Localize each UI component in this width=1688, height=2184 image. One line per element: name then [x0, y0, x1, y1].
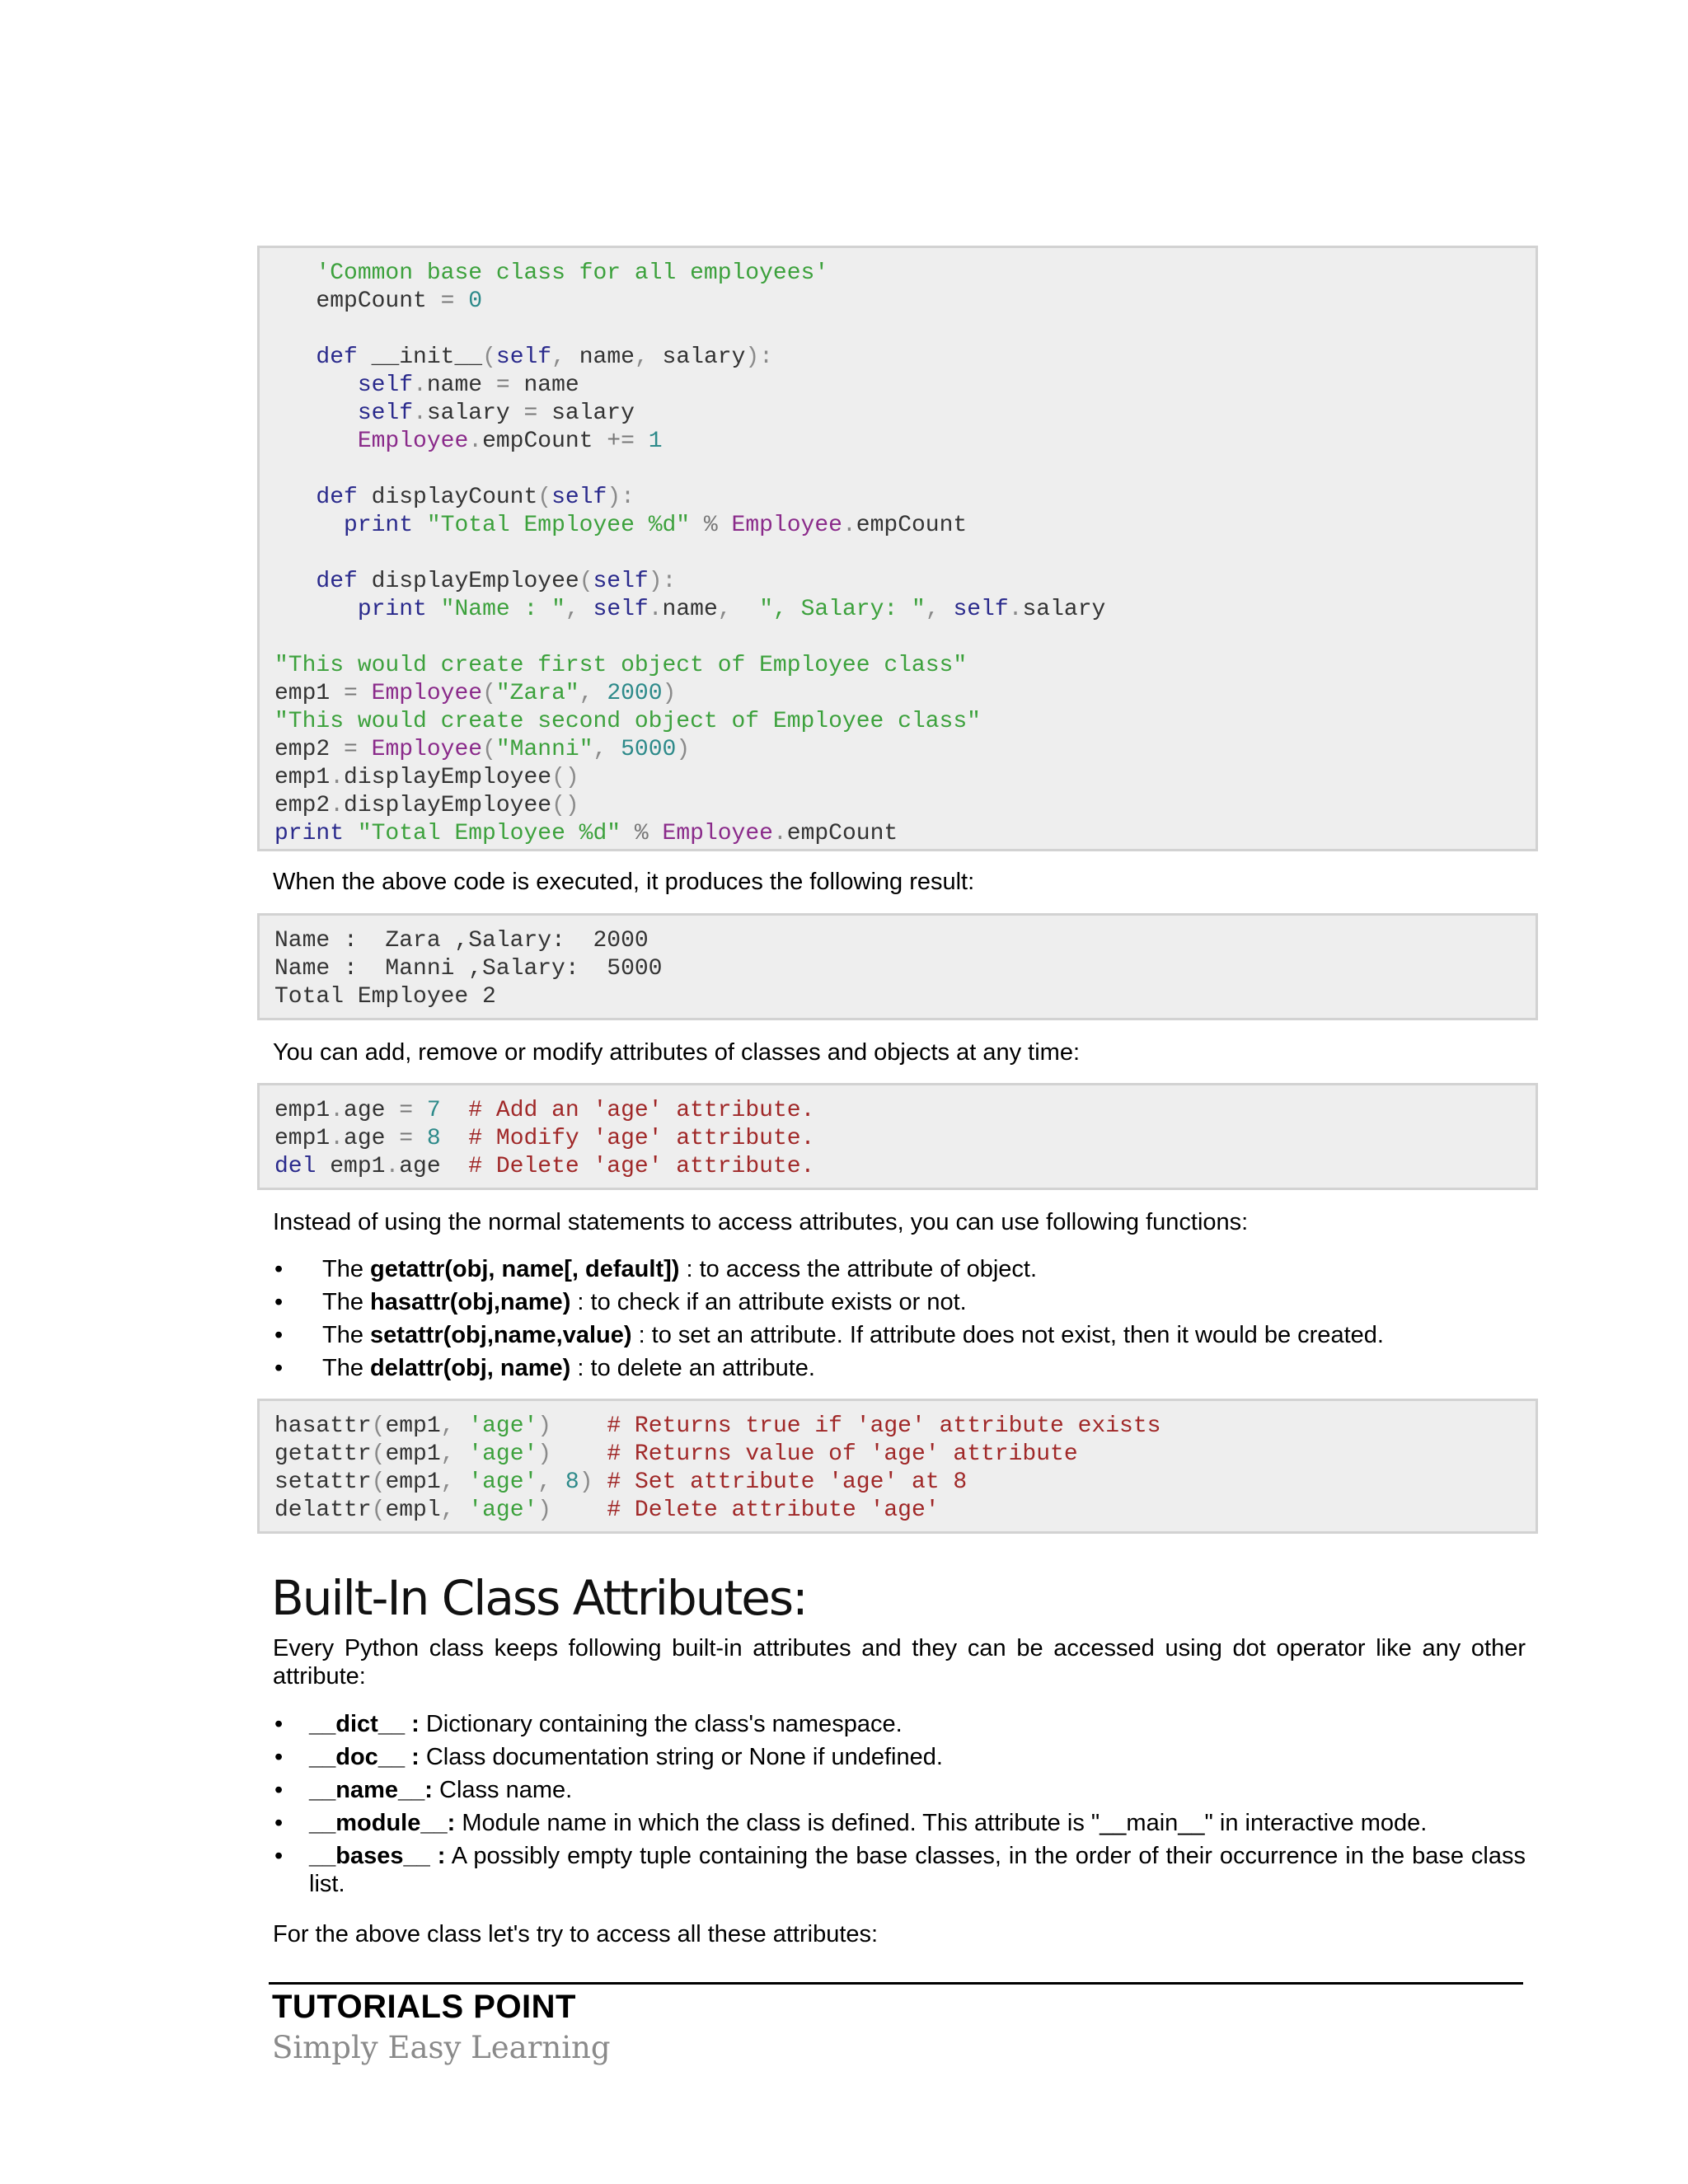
section-heading: Built-In Class Attributes: — [271, 1570, 807, 1626]
footer-rule — [269, 1982, 1523, 1985]
bullet-icon: • — [274, 1744, 284, 1770]
code-block-attr-functions — [257, 1399, 1538, 1534]
list-item-description: Class name. — [432, 1777, 573, 1803]
list-item-term: __bases__ : — [309, 1843, 446, 1869]
code-line: def __init__(self, name, salary): — [316, 344, 773, 370]
list-item — [273, 1321, 1526, 1349]
code-text — [274, 1097, 814, 1181]
code-line — [274, 456, 1105, 484]
list-item — [273, 1710, 1526, 1738]
code-line: setattr(emp1, 'age', 8) # Set attribute 'age' at 8 — [274, 1469, 968, 1495]
bullet-icon: • — [274, 1322, 284, 1348]
bullet-icon: • — [274, 1711, 284, 1737]
list-item — [273, 1354, 1526, 1382]
code-line: emp1.age = 8 # Modify 'age' attribute. — [274, 1126, 815, 1151]
list-item-description: : to access the attribute of object. — [679, 1256, 1038, 1282]
code-text — [274, 260, 1105, 848]
code-line: Name : Zara ,Salary: 2000 — [274, 928, 649, 954]
paragraph-result-intro: When the above code is executed, it produces the following result: — [273, 869, 975, 895]
code-line: emp2.displayEmployee() — [274, 793, 579, 818]
bullet-icon: • — [274, 1810, 284, 1836]
code-line: Total Employee 2 — [274, 984, 496, 1010]
code-line: Employee.empCount += 1 — [357, 429, 663, 454]
code-line: def displayEmployee(self): — [316, 569, 677, 594]
code-line: Name : Manni ,Salary: 5000 — [274, 956, 663, 982]
code-line: emp1.age = 7 # Add an 'age' attribute. — [274, 1098, 815, 1123]
code-line: delattr(empl, 'age') # Delete attribute 'age' — [274, 1497, 940, 1523]
footer-brand: TUTORIALS POINT — [272, 1989, 576, 2025]
bullet-icon: • — [274, 1843, 284, 1869]
list-item-term: __doc__ : — [309, 1744, 420, 1770]
list-item — [273, 1288, 1526, 1316]
code-line — [274, 316, 1105, 344]
code-line: emp2 = Employee("Manni", 5000) — [274, 737, 691, 762]
code-line: emp1.displayEmployee() — [274, 765, 579, 790]
list-item-prefix: The — [322, 1289, 371, 1315]
list-item-term: getattr(obj, name[, default]) — [370, 1256, 680, 1282]
list-item-term: setattr(obj,name,value) — [370, 1322, 632, 1348]
code-line: getattr(emp1, 'age') # Returns value of 'age' attribute — [274, 1441, 1078, 1467]
code-line: print "Total Employee %d" % Employee.empCount — [344, 513, 968, 538]
code-line: self.salary = salary — [357, 401, 635, 426]
list-item-term: hasattr(obj,name) — [370, 1289, 571, 1315]
code-line: empCount = 0 — [274, 288, 483, 314]
list-item-description: A possibly empty tuple containing the base classes, in the order of their occurrence in the base class list. — [309, 1843, 1526, 1897]
bullet-icon: • — [274, 1777, 284, 1803]
list-item-description: Dictionary containing the class's namespace. — [419, 1711, 903, 1737]
list-item-term: delattr(obj, name) — [370, 1355, 571, 1381]
code-line: 'Common base class for all employees' — [316, 260, 829, 286]
list-item-term: __dict__ : — [309, 1711, 420, 1737]
builtin-attributes-list — [273, 1710, 1526, 1903]
bullet-icon: • — [274, 1256, 284, 1282]
list-item — [273, 1743, 1526, 1771]
code-line — [274, 540, 1105, 568]
code-line: "This would create second object of Employee class" — [274, 709, 981, 734]
code-block-output — [257, 913, 1538, 1020]
bullet-icon: • — [274, 1289, 284, 1315]
bullet-icon: • — [274, 1355, 284, 1381]
code-line: def displayCount(self): — [316, 485, 635, 510]
code-line: print "Total Employee %d" % Employee.empCount — [274, 821, 898, 846]
paragraph-access-attributes: For the above class let's try to access all these attributes: — [273, 1921, 879, 1947]
list-item-description: : to check if an attribute exists or not. — [570, 1289, 967, 1315]
footer-tagline: Simply Easy Learning — [272, 2030, 611, 2065]
paragraph-builtin-intro: Every Python class keeps following built-in attributes and they can be accessed using dot operator like any other attribute: — [273, 1635, 1526, 1690]
list-item — [273, 1809, 1526, 1837]
list-item — [273, 1255, 1526, 1283]
code-line: "This would create first object of Employee class" — [274, 653, 968, 678]
code-text — [274, 1413, 1160, 1525]
code-line: hasattr(emp1, 'age') # Returns true if 'age' attribute exists — [274, 1413, 1161, 1439]
code-line: emp1 = Employee("Zara", 2000) — [274, 681, 677, 706]
code-line: self.name = name — [357, 373, 579, 398]
paragraph-modify-attributes: You can add, remove or modify attributes of classes and objects at any time: — [273, 1039, 1081, 1066]
list-item-description: Class documentation string or None if undefined. — [419, 1744, 943, 1770]
list-item-term: __name__: — [309, 1777, 433, 1803]
list-item-prefix: The — [322, 1322, 371, 1348]
code-block-employee-class — [257, 246, 1538, 851]
list-item-prefix: The — [322, 1355, 371, 1381]
paragraph-functions-intro: Instead of using the normal statements to access attributes, you can use following functions: — [273, 1209, 1249, 1235]
code-block-age-attribute — [257, 1083, 1538, 1190]
list-item — [273, 1776, 1526, 1804]
code-line: del emp1.age # Delete 'age' attribute. — [274, 1154, 815, 1179]
list-item-description: Module name in which the class is defined. This attribute is "__main__" in interactive mode. — [455, 1810, 1428, 1836]
code-text — [274, 927, 662, 1011]
code-line: print "Name : ", self.name, ", Salary: ", self.salary — [357, 597, 1106, 622]
list-item-description: : to delete an attribute. — [570, 1355, 815, 1381]
list-item-term: __module__: — [309, 1810, 456, 1836]
code-line — [274, 624, 1105, 652]
functions-list — [273, 1255, 1526, 1387]
list-item-prefix: The — [322, 1256, 371, 1282]
list-item-description: : to set an attribute. If attribute does not exist, then it would be created. — [631, 1322, 1384, 1348]
list-item — [273, 1842, 1526, 1898]
